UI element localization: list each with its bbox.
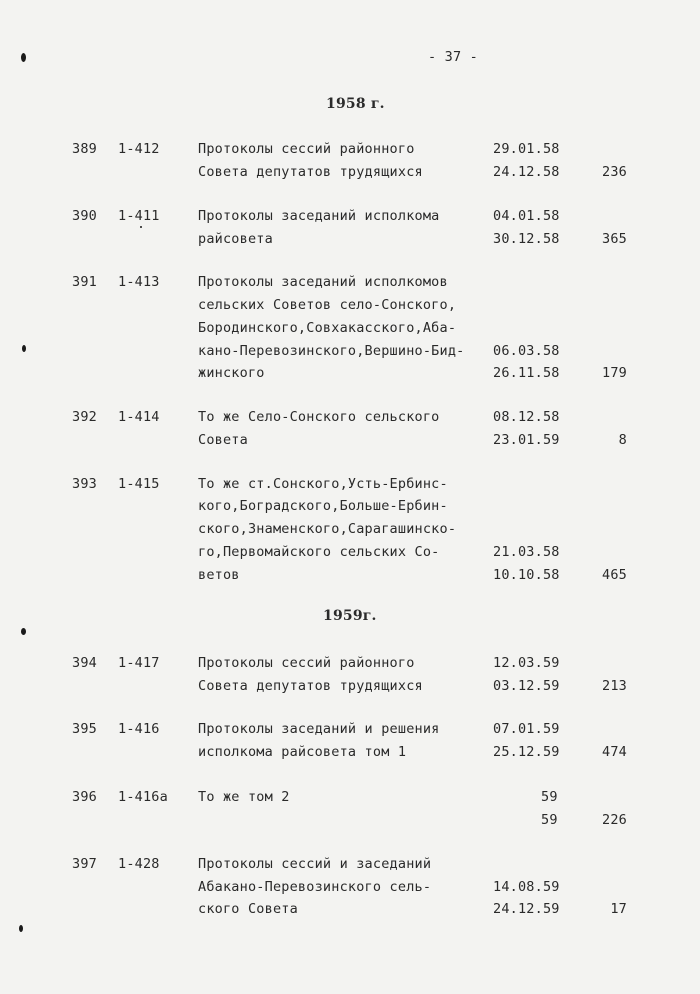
- entry-code: 1-428: [118, 856, 160, 872]
- entry-description-line: Бородинского,Совхакасского,Аба-: [198, 320, 457, 336]
- entry-date-start: 21.03.58: [493, 544, 560, 560]
- entry-description-line: райсовета: [198, 231, 273, 247]
- entry-code: 1-416: [118, 721, 160, 737]
- entry-description-line: То же Село-Сонского сельского: [198, 409, 440, 425]
- entry-description-line: Совета депутатов трудящихся: [198, 678, 423, 694]
- entry-date-end: 23.01.59: [493, 432, 560, 448]
- entry-code: 1-415: [118, 476, 160, 492]
- entry-date-start: 14.08.59: [493, 879, 560, 895]
- entry-date-end: 30.12.58: [493, 231, 560, 247]
- entry-number: 396: [72, 789, 97, 805]
- entry-description-line: Совета депутатов трудящихся: [198, 164, 423, 180]
- entry-number: 395: [72, 721, 97, 737]
- entry-description-line: Протоколы сессий районного: [198, 655, 415, 671]
- entry-date-start: 12.03.59: [493, 655, 560, 671]
- entry-description-line: ветов: [198, 567, 240, 583]
- entry-date-start: 07.01.59: [493, 721, 560, 737]
- entry-description-line: ского Совета: [198, 901, 298, 917]
- entry-description-line: кого,Боградского,Больше-Ербин-: [198, 498, 448, 514]
- entry-description-line: Протоколы заседаний и решения: [198, 721, 440, 737]
- scan-speck: [21, 628, 26, 635]
- entry-date-end: 03.12.59: [493, 678, 560, 694]
- entry-number: 394: [72, 655, 97, 671]
- entry-code: 1-411: [118, 208, 160, 224]
- entry-description-line: сельских Советов село-Сонского,: [198, 297, 457, 313]
- year-heading-1958: 1958 г.: [326, 96, 385, 112]
- entry-number: 389: [72, 141, 97, 157]
- entry-description-line: То же ст.Сонского,Усть-Ербинс-: [198, 476, 448, 492]
- entry-date-start: 06.03.58: [493, 343, 560, 359]
- scan-speck: [22, 345, 26, 352]
- entry-count: 236: [602, 164, 627, 180]
- entry-number: 392: [72, 409, 97, 425]
- entry-code: 1-414: [118, 409, 160, 425]
- entry-code: 1-412: [118, 141, 160, 157]
- entry-code: 1-413: [118, 274, 160, 290]
- entry-date-start: 29.01.58: [493, 141, 560, 157]
- entry-number: 397: [72, 856, 97, 872]
- scan-speck: [19, 925, 23, 932]
- entry-description-line: Протоколы заседаний исполкомов: [198, 274, 448, 290]
- entry-date-start: 59: [541, 789, 558, 805]
- entry-number: 390: [72, 208, 97, 224]
- entry-count: 226: [602, 812, 627, 828]
- entry-count: 8: [618, 432, 627, 448]
- entry-date-end: 24.12.58: [493, 164, 560, 180]
- year-heading-1959: 1959г.: [323, 608, 377, 624]
- entry-code: 1-417: [118, 655, 160, 671]
- entry-date-end: 26.11.58: [493, 365, 560, 381]
- entry-description-line: То же том 2: [198, 789, 290, 805]
- entry-code: 1-416а: [118, 789, 168, 805]
- entry-count: 365: [602, 231, 627, 247]
- entry-count: 213: [602, 678, 627, 694]
- page-number: - 37 -: [428, 49, 478, 65]
- entry-date-start: 08.12.58: [493, 409, 560, 425]
- entry-description-line: исполкома райсовета том 1: [198, 744, 407, 760]
- entry-description-line: кано-Перевозинского,Вершино-Бид-: [198, 343, 465, 359]
- entry-count: 474: [602, 744, 627, 760]
- entry-date-end: 24.12.59: [493, 901, 560, 917]
- entry-date-end: 10.10.58: [493, 567, 560, 583]
- entry-description-line: жинского: [198, 365, 265, 381]
- entry-date-start: 04.01.58: [493, 208, 560, 224]
- entry-count: 17: [610, 901, 627, 917]
- entry-description-line: Абакано-Перевозинского сель-: [198, 879, 432, 895]
- entry-description-line: Протоколы заседаний исполкома: [198, 208, 440, 224]
- scan-speck: [140, 226, 142, 228]
- entry-count: 179: [602, 365, 627, 381]
- entry-number: 391: [72, 274, 97, 290]
- entry-count: 465: [602, 567, 627, 583]
- entry-description-line: ского,Знаменского,Сарагашинско-: [198, 521, 457, 537]
- entry-date-end: 25.12.59: [493, 744, 560, 760]
- entry-description-line: Совета: [198, 432, 248, 448]
- entry-description-line: го,Первомайского сельских Со-: [198, 544, 440, 560]
- entry-number: 393: [72, 476, 97, 492]
- scan-speck: [21, 53, 26, 62]
- entry-description-line: Протоколы сессий районного: [198, 141, 415, 157]
- entry-date-end: 59: [541, 812, 558, 828]
- entry-description-line: Протоколы сессий и заседаний: [198, 856, 432, 872]
